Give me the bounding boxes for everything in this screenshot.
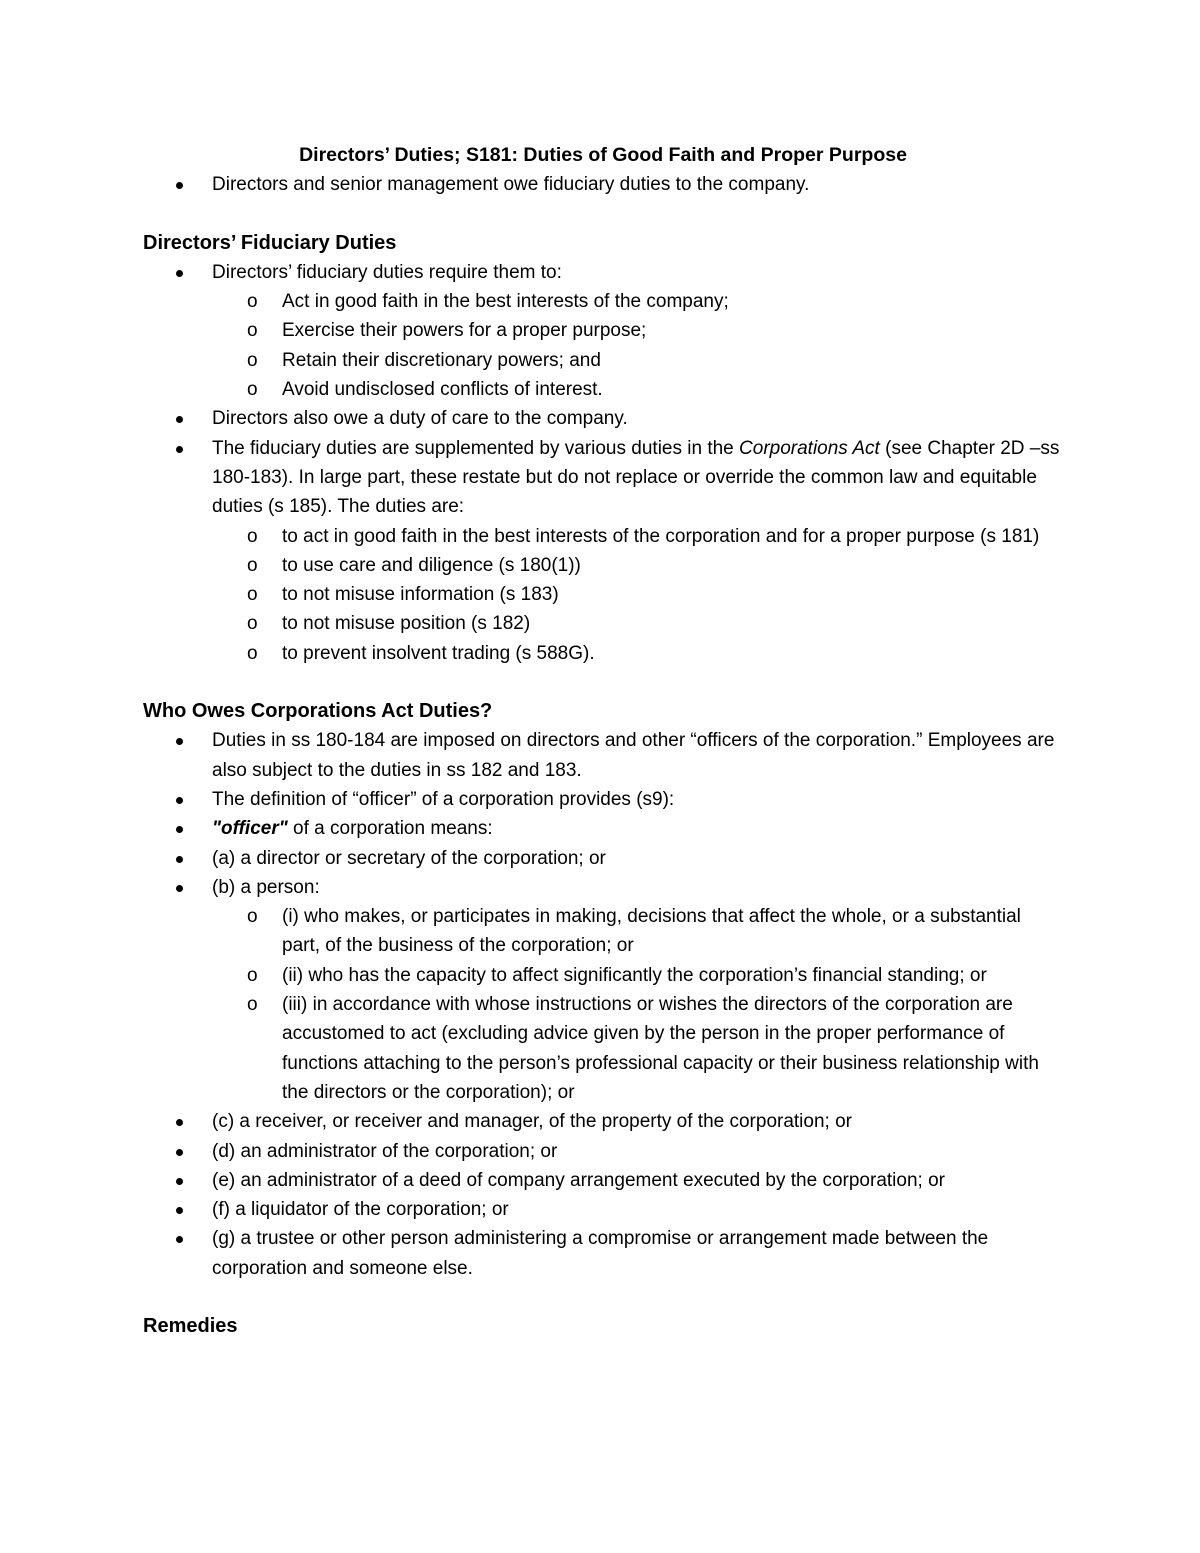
list-item: The definition of “officer” of a corporation provides (s9): (212, 785, 1063, 814)
defined-term: "officer" (212, 818, 288, 840)
fiduciary-duties-list (143, 258, 1063, 668)
list-item: (c) a receiver, or receiver and manager, of the property of the corporation; or (212, 1107, 1063, 1136)
sub-list (212, 287, 1063, 404)
sub-list-item: o (i) who makes, or participates in making, decisions that affect the whole, or a substantial part, of the business of the corporation; or (282, 902, 1063, 961)
sub-list-item: o to act in good faith in the best interests of the corporation and for a proper purpose (s 181) (282, 522, 1063, 551)
who-owes-list (143, 726, 1063, 1283)
sub-list (212, 522, 1063, 668)
list-item-text: (b) a person: (212, 876, 320, 898)
list-item: (a) a director or secretary of the corporation; or (212, 844, 1063, 873)
sub-list-item: o (iii) in accordance with whose instructions or wishes the directors of the corporation are accustomed to act (excluding advice given by the person in the proper performance of functions attaching to the person’s professional capacity or their business relationship with the directors or the corporation); or (282, 990, 1063, 1107)
list-item (212, 258, 1063, 404)
sub-list-item: o Retain their discretionary powers; and (282, 346, 1063, 375)
document-body (143, 141, 1063, 1341)
list-item-text: of a corporation means: (287, 818, 493, 840)
act-name: Corporations Act (739, 437, 880, 459)
list-item-text: (see Chapter 2D –ss 180-183). In large part, these restate but do not replace or override the common law and equitable duties (s 185). The duties are: (212, 437, 1060, 518)
section-heading-remedies: Remedies (143, 1314, 238, 1337)
list-item: (g) a trustee or other person administering a compromise or arrangement made between the corporation and someone else. (212, 1224, 1063, 1283)
section-heading-fiduciary-duties: Directors’ Fiduciary Duties (143, 231, 397, 254)
sub-list-item: o Act in good faith in the best interests of the company; (282, 287, 1063, 316)
intro-bullet: Directors and senior management owe fiduciary duties to the company. (212, 170, 1063, 199)
list-item-text: Directors’ fiduciary duties require them to: (212, 261, 562, 283)
list-item: Directors also owe a duty of care to the company. (212, 404, 1063, 433)
sub-list-item: o to prevent insolvent trading (s 588G). (282, 639, 1063, 668)
list-item-text: The fiduciary duties are supplemented by various duties in the (212, 437, 740, 459)
list-item: Duties in ss 180-184 are imposed on directors and other “officers of the corporation.” Employees are also subject to the duties in ss 182 and 183. (212, 726, 1063, 785)
sub-list-item: o to not misuse information (s 183) (282, 580, 1063, 609)
list-item (212, 434, 1063, 668)
sub-list-item: o (ii) who has the capacity to affect significantly the corporation’s financial standing; or (282, 961, 1063, 990)
list-item (212, 873, 1063, 1107)
sub-list-item: o Exercise their powers for a proper purpose; (282, 316, 1063, 345)
sub-list-item: o to use care and diligence (s 180(1)) (282, 551, 1063, 580)
list-item: (f) a liquidator of the corporation; or (212, 1195, 1063, 1224)
list-item: (e) an administrator of a deed of company arrangement executed by the corporation; or (212, 1166, 1063, 1195)
intro-list (143, 170, 1063, 199)
list-item: (d) an administrator of the corporation; or (212, 1137, 1063, 1166)
sub-list (212, 902, 1063, 1107)
list-item (212, 814, 1063, 843)
sub-list-item: o Avoid undisclosed conflicts of interest. (282, 375, 1063, 404)
sub-list-item: o to not misuse position (s 182) (282, 609, 1063, 638)
document-title: Directors’ Duties; S181: Duties of Good Faith and Proper Purpose (299, 144, 907, 166)
section-heading-who-owes: Who Owes Corporations Act Duties? (143, 700, 493, 723)
